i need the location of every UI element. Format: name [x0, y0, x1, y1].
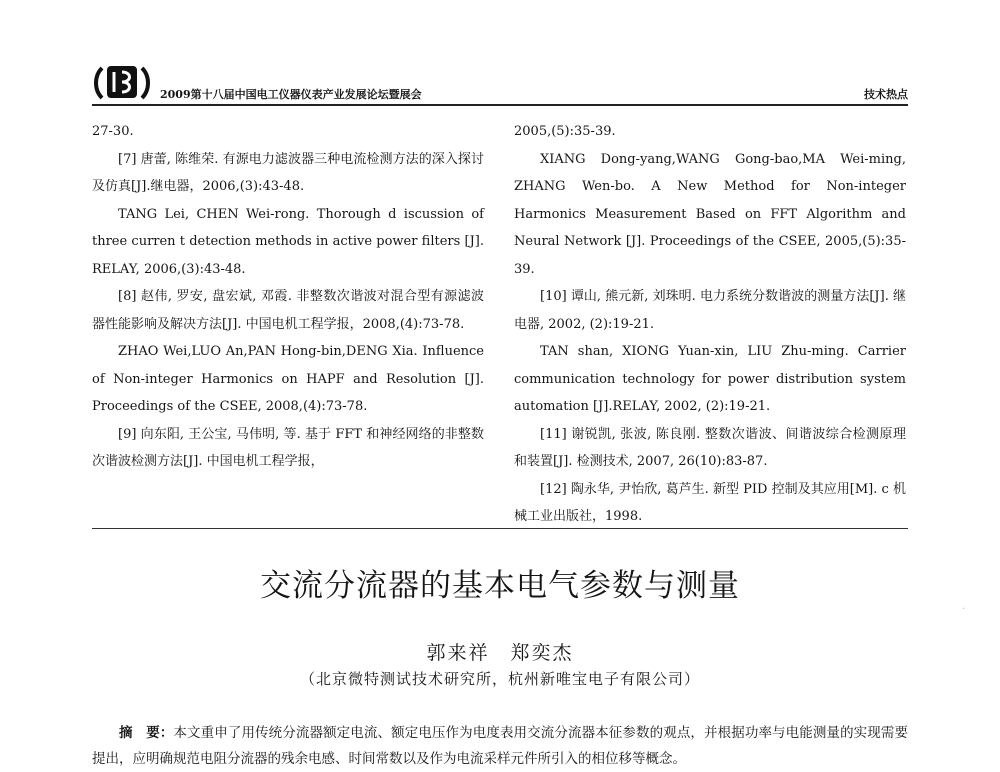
logo-left-arc [96, 68, 102, 98]
abstract-label: 摘 要： [119, 725, 174, 741]
article-title: 交流分流器的基本电气参数与测量 [260, 568, 740, 604]
reference-paragraph: [10] 谭山, 熊元新, 刘珠明. 电力系统分数谐波的测量方法[J]. 继电器, 2002, (2):19-21. [514, 289, 906, 332]
abstract [92, 720, 908, 772]
reference-paragraph: [8] 赵伟, 罗安, 盘宏斌, 邓霞. 非整数次谐波对混合型有源滤波器性能影响及解决方法[J]. 中国电机工程学报，2008,(4):73-78. [92, 289, 484, 332]
references-left-column [92, 118, 484, 476]
header-divider [92, 104, 908, 106]
reference-paragraph: [9] 向东阳, 王公宝, 马伟明, 等. 基于 FFT 和神经网络的非整数次谐波检测方法[J]. 中国电机工程学报， [92, 426, 484, 469]
conference-logo [92, 58, 152, 102]
section-divider [92, 528, 908, 529]
reference-paragraph: [12] 陶永华, 尹怡欣, 葛芦生. 新型 PID 控制及其应用[M]. c 机械工业出版社，1998. [514, 481, 906, 524]
reference-paragraph: TANG Lei, CHEN Wei-rong. Thorough d iscussion of three curren t detection methods in active power filters [J]. RELAY, 2006,(3):43-48. [92, 206, 484, 277]
article-authors: 郭来祥 郑奕杰 [426, 642, 574, 664]
running-header-conference: 2009第十八届中国电工仪器仪表产业发展论坛暨展会 [160, 88, 422, 101]
margin-mark: · [962, 604, 966, 615]
article-affiliation: （北京微特测试技术研究所，杭州新唯宝电子有限公司） [299, 670, 700, 688]
reference-paragraph: TAN shan, XIONG Yuan-xin, LIU Zhu-ming. Carrier communication technology for power distribution system automation [J].RELAY, 2002, (2):19-21. [514, 344, 906, 414]
reference-paragraph: [11] 谢锐凯, 张波, 陈良刚. 整数次谐波、间谐波综合检测原理和装置[J]. 检测技术, 2007, 26(10):83-87. [514, 426, 906, 469]
reference-paragraph: [7] 唐蕾, 陈维荣. 有源电力滤波器三种电流检测方法的深入探讨及仿真[J].继电器，2006,(3):43-48. [92, 151, 484, 194]
abstract-text: 本文重申了用传统分流器额定电流、额定电压作为电度表用交流分流器本征参数的观点，并根据功率与电能测量的实现需要提出，应明确规范电阻分流器的残余电感、时间常数以及作为电流采样元件所引入的相位移等概念。 [92, 725, 908, 767]
reference-paragraph: XIANG Dong-yang,WANG Gong-bao,MA Wei-ming, ZHANG Wen-bo. A New Method for Non-integer Harmonics Measurement Based on FFT Algorithm and Neural Network [J]. Proceedings of the CSEE, 2005,(5):35-39. [514, 151, 906, 277]
reference-paragraph: 27-30. [92, 124, 134, 139]
logo-right-arc [142, 68, 148, 98]
references-right-column [514, 118, 906, 531]
reference-paragraph: 2005,(5):35-39. [514, 124, 616, 139]
reference-paragraph: ZHAO Wei,LUO An,PAN Hong-bin,DENG Xia. Influence of Non-integer Harmonics on HAPF and Resolution [J]. Proceedings of the CSEE, 2008,(4):73-78. [92, 344, 484, 414]
running-header-section: 技术热点 [864, 88, 908, 101]
